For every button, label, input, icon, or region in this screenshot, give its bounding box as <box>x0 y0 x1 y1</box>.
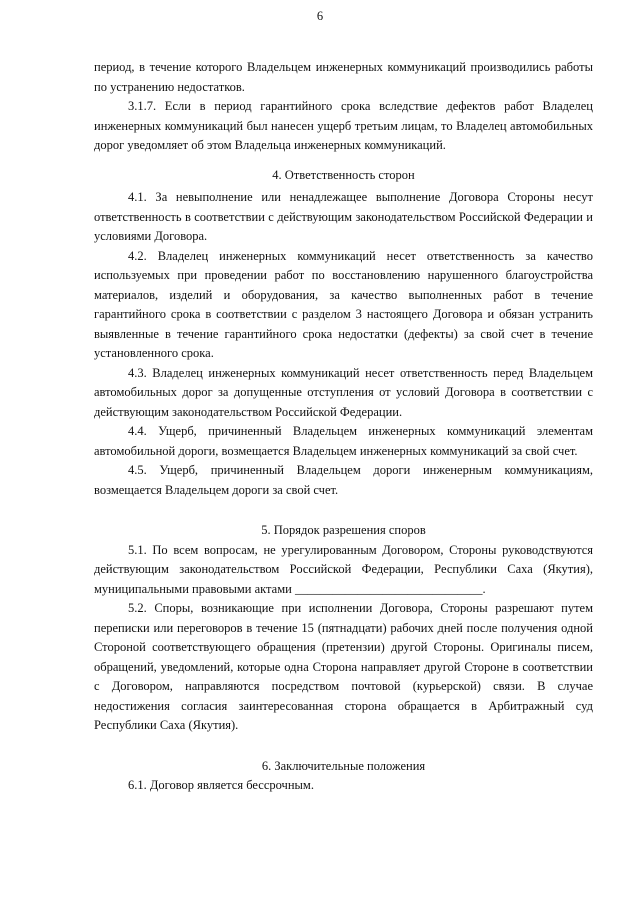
clause-4-5: 4.5. Ущерб, причиненный Владельцем дороги инженерным коммуникациям, возмещается Владельцем дороги за свой счет. <box>94 463 593 497</box>
section-heading-4: 4. Ответственность сторон <box>272 167 415 182</box>
paragraph-continuation: период, в течение которого Владельцем инженерных коммуникаций производились работы по устранению недостатков. <box>94 60 593 94</box>
clause-4-2: 4.2. Владелец инженерных коммуникаций несет ответственность за качество используемых при проведении работ по восстановлению нарушенного благоустройства материалов, изделий и оборудования, за качество выполненных работ в течение гарантийного срока в соответствии с разделом 3 настоящего Договора и обязан устранить выявленные в течение гарантийного срока недостатки (дефекты) за свой счет в течение установленного срока. <box>94 248 593 360</box>
clause-6-1: 6.1. Договор является бессрочным. <box>128 778 314 792</box>
section-heading-5: 5. Порядок разрешения споров <box>261 523 426 537</box>
clause-4-3: 4.3. Владелец инженерных коммуникаций несет ответственность перед Владельцем автомобильных дорог за допущенные отступления от условий Договора в соответствии с действующим законодательством Российской Федерации. <box>94 365 593 419</box>
clause-5-2: 5.2. Споры, возникающие при исполнении Договора, Стороны разрешают путем переписки или переговоров в течение 15 (пятнадцати) рабочих дней после получения одной Стороной соответствующего обращения (претензии) другой Стороны. Оригиналы писем, обращений, уведомлений, которые одна Сторона направляет другой Стороне в соответствии с Договором, направляются посредством почтовой (курьерской) связи. В случае недостижения согласия заинтересованная сторона обращается в Арбитражный суд Республики Саха (Якутия). <box>94 601 593 732</box>
clause-3-1-7: 3.1.7. Если в период гарантийного срока вследствие дефектов работ Владелец инженерных коммуникаций был нанесен ущерб третьим лицам, то Владелец автомобильных дорог уведомляет об этом Владельца инженерных коммуникаций. <box>94 99 593 152</box>
clause-5-1: 5.1. По всем вопросам, не урегулированным Договором, Стороны руководствуются действующим законодательством Российской Федерации, Республики Саха (Якутия), муниципальными правовыми актами ______________________________. <box>94 542 593 596</box>
clause-4-1: 4.1. За невыполнение или ненадлежащее выполнение Договора Стороны несут ответственность в соответствии с действующим законодательством Российской Федерации и условиями Договора. <box>94 190 593 243</box>
document-body <box>94 58 593 796</box>
clause-4-4: 4.4. Ущерб, причиненный Владельцем инженерных коммуникаций элементам автомобильной дороги, возмещается Владельцем инженерных коммуникаций за свой счет. <box>94 424 593 458</box>
section-heading-6: 6. Заключительные положения <box>261 758 426 773</box>
page-number: 6 <box>316 9 324 23</box>
